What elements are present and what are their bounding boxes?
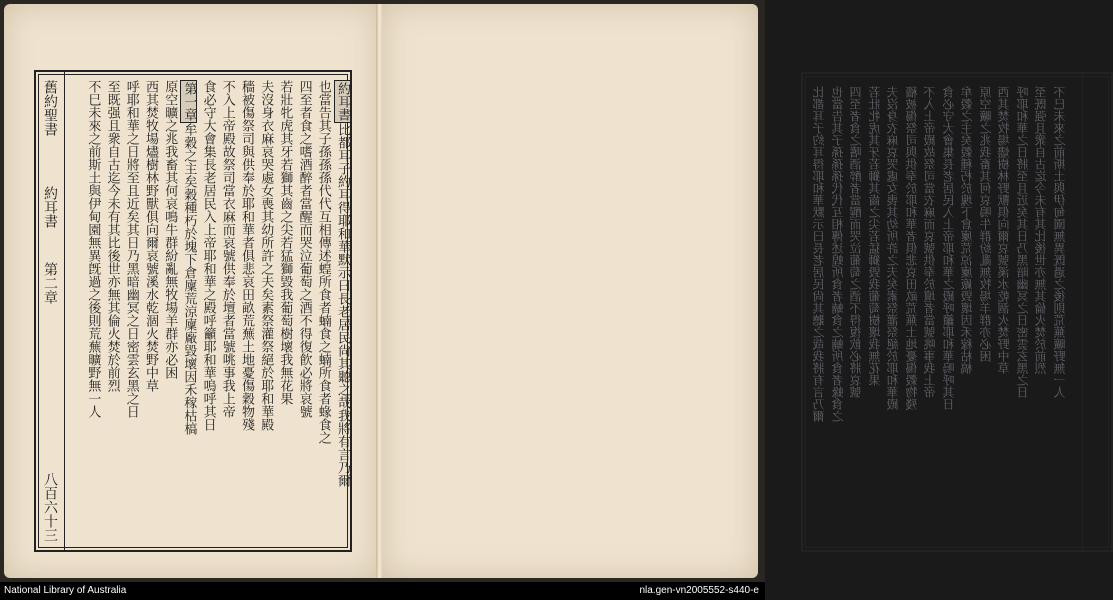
text-column	[84, 80, 101, 542]
margin-rule-right	[1082, 74, 1083, 550]
ghost-text: 原空曠之兆我畜其何哀鳴牛群紛亂無牧場羊群亦必困	[978, 86, 993, 362]
ghost-column	[848, 86, 864, 538]
ghost-column	[811, 86, 827, 538]
ghost-text: 若壯牝虎其牙若獅其齒之尖若猛獅毀我葡萄樹壞我無花果	[867, 86, 882, 386]
ghost-text: 比都耳子約耳得耶和華默示曰長老居民尙其聽之哉我將有言乃爾	[812, 86, 826, 422]
ghost-text: 西其焚牧場燼樹林野獸俱向爾哀號溪水乾涸火焚野中草	[997, 86, 1011, 374]
column-text: 比都耳子約耳得耶和華默示曰長老居民尙其聽之哉我將有言乃爾	[335, 123, 350, 487]
right-margin-column	[1087, 82, 1107, 542]
footer-bar	[0, 582, 765, 600]
text-column	[257, 80, 274, 542]
text-column	[334, 80, 351, 542]
ghost-column	[904, 86, 920, 538]
ghost-text: 牟穀之主矣穀種朽於塊下倉廩荒涼廩廠毀壞因禾稼枯槁	[960, 86, 974, 374]
margin-title: 舊約聖書	[42, 80, 58, 136]
text-column	[200, 80, 217, 542]
right-text-frame	[801, 72, 1113, 552]
left-page	[4, 4, 378, 578]
column-text: 四至者食之嗜酒醉者當醒而哭泣葡萄之酒不得復飮必將哀號	[296, 80, 312, 418]
margin-chapter: 第二章	[42, 262, 58, 304]
ghost-text: 呼耶和華之日將至且近矣其日乃黑暗幽冥之日密雲玄黑之日	[1015, 86, 1030, 398]
column-text: 至既强且衆自古迄今未有其比後世亦無其倫火焚於前烈	[104, 80, 120, 392]
text-column	[161, 80, 178, 542]
ghost-text: 也當告其子孫孫孫代代互相傳述蝗所食者蝻食之蝻所食者蝝食之	[830, 86, 845, 422]
column-text: 若壯牝虎其牙若獅其齒之尖若猛獅毀我葡萄樹壞我無花果	[277, 80, 293, 405]
margin-page-number: 八百六十三	[42, 472, 58, 542]
column-text: 食必守大會集長老居民入上帝耶和華之殿呼籲耶和華嗚呼其日	[200, 80, 216, 431]
right-page	[382, 4, 1105, 578]
left-margin-column	[40, 80, 60, 542]
text-column	[276, 80, 293, 542]
ghost-column	[996, 86, 1012, 538]
column-text: 也當告其子孫孫孫代代互相傳述蝗所食者蝻食之蝻所食者蝝食之	[315, 80, 331, 444]
footer-id: nla.gen-vn2005552-s440-e	[639, 585, 759, 596]
ghost-text: 食必守大會集長老居民入上帝耶和華之殿呼籲耶和華嗚呼其日	[941, 86, 956, 410]
ghost-column	[978, 86, 994, 538]
text-column	[123, 80, 140, 542]
text-column	[180, 80, 197, 542]
right-margin-chapter: 第十四章	[1089, 264, 1105, 320]
text-column	[296, 80, 313, 542]
right-margin-title: 舊約聖書	[1089, 82, 1105, 138]
margin-rule	[64, 72, 65, 550]
text-column	[219, 80, 236, 542]
footer-source: National Library of Australia	[4, 585, 127, 596]
right-margin-book: 何西書	[1089, 188, 1105, 230]
ghost-text: 至既强且衆自古迄今未有其比後世亦無其倫火焚於前烈	[1034, 86, 1048, 374]
ghost-column	[941, 86, 957, 538]
ghost-column	[885, 86, 901, 538]
column-text: 不巳未來之前斯土與伊甸園無異旣過之後則荒蕪曠野無一人	[85, 80, 101, 418]
ghost-column	[1052, 86, 1068, 538]
ghost-text: 穡被傷祭司與供奉於耶和華者俱悲哀田畝荒蕪土地憂傷穀物殘	[904, 86, 919, 410]
column-text: 不入上帝殿故祭司當衣麻而哀號供奉於壇者當號咷事我上帝	[219, 80, 235, 418]
text-column	[142, 80, 159, 542]
ghost-column	[1015, 86, 1031, 538]
text-column	[104, 80, 121, 542]
text-column	[238, 80, 255, 542]
left-text-frame	[34, 70, 352, 552]
chapter-tag: 第一章	[181, 82, 197, 121]
ghost-text: 四至者食之嗜酒醉者當醒而哭泣葡萄之酒不得復飮必將哀號	[849, 86, 863, 398]
ghost-text: 不入上帝殿故祭司當衣麻而哀號供奉於壇者當號咷事我上帝	[923, 86, 937, 398]
ghost-column	[959, 86, 975, 538]
column-text: 夫沒身衣麻哀哭處女喪其幼所許之夫矣素祭灌祭絕於耶和華殿	[258, 80, 274, 431]
column-text: 原空曠之兆我畜其何哀鳴牛群紛亂無牧場羊群亦必困	[162, 80, 178, 379]
ghost-column	[867, 86, 883, 538]
column-text: 西其焚牧場燼樹林野獸俱向爾哀號溪水乾涸火焚野中草	[143, 80, 158, 392]
ghost-text: 不巳未來之前斯土與伊甸園無異旣過之後則荒蕪曠野無一人	[1052, 86, 1067, 398]
ghost-column	[1033, 86, 1049, 538]
column-text: 呼耶和華之日將至且近矣其日乃黑暗幽冥之日密雲玄黑之日	[123, 80, 139, 418]
book-heading: 約耳書	[335, 82, 350, 121]
ghost-text: 夫沒身衣麻哀哭處女喪其幼所許之夫矣素祭灌祭絕於耶和華殿	[886, 86, 900, 410]
ghost-column	[830, 86, 846, 538]
column-text: 穡被傷祭司與供奉於耶和華者俱悲哀田畝荒蕪土地憂傷穀物殘	[239, 80, 254, 431]
column-text: 牟穀之主矣穀種朽於塊下倉廩荒涼廩廠毀壞因禾稼枯槁	[181, 123, 197, 435]
ghost-column	[922, 86, 938, 538]
right-margin-page-number: 八百六十二	[1089, 472, 1105, 542]
margin-book: 約耳書	[42, 186, 58, 228]
text-column	[315, 80, 332, 542]
